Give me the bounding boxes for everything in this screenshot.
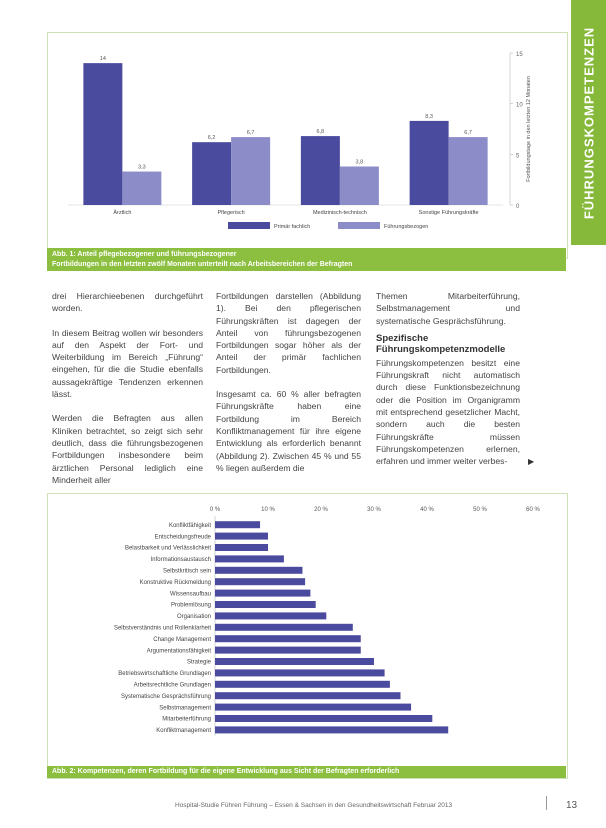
footer-separator	[546, 796, 547, 810]
section-side-tab	[571, 0, 606, 245]
legend-swatch	[228, 222, 270, 229]
x-tick-label: 20 %	[314, 507, 328, 513]
bar	[215, 624, 353, 631]
bar	[215, 726, 448, 733]
y-tick-label: 15	[516, 52, 523, 58]
category-label: Konfliktmanagement	[156, 728, 211, 735]
bar	[215, 669, 385, 676]
bar	[122, 172, 161, 205]
body-paragraph: Themen Mitarbeiterführung, Selbstmanagement und systematische Gesprächsführung.	[376, 291, 520, 326]
chart-1	[48, 33, 567, 258]
section-side-tab-label: FÜHRUNGSKOMPETENZEN	[581, 26, 596, 219]
body-column-3	[376, 290, 520, 468]
body-paragraph: Fortbildungen darstellen (Abbildung 1). Bei den pflegerischen Führungskräften ist dagegen der Anteil von führungsbezogenen Fortbildungen sogar höher als der Anteil der primär fachlichen Fortbildungen.	[216, 291, 361, 375]
category-label: Entscheidungsfreude	[154, 534, 211, 541]
bar-value-label: 14	[99, 56, 106, 63]
bar	[215, 635, 361, 642]
bar	[215, 612, 326, 619]
bar	[83, 63, 122, 205]
category-label: Systematische Gesprächsführung	[120, 693, 211, 700]
x-category-label: Ärztlich	[113, 210, 132, 216]
bar	[301, 136, 340, 205]
bar	[215, 578, 305, 585]
body-paragraph: Werden die Befragten aus allen Kliniken betrachtet, so zeigt sich sehr deutlich, dass die führungsbezogenen Fortbildungen insbesondere beim ärztlichen Personal lediglich eine Minderheit aller	[52, 413, 203, 485]
body-column-2	[216, 290, 361, 486]
bar-value-label: 6,7	[464, 130, 472, 137]
x-tick-label: 50 %	[473, 507, 487, 513]
legend-label: Führungsbezogen	[384, 224, 429, 230]
chart-1-frame	[47, 32, 568, 259]
category-label: Organisation	[176, 614, 211, 621]
body-column-1	[52, 290, 203, 498]
chart-2	[48, 494, 567, 766]
chart-1-caption	[47, 248, 566, 271]
category-label: Informationsaustausch	[150, 557, 211, 564]
bar	[449, 137, 488, 205]
bar-value-label: 3,3	[138, 164, 146, 171]
bar-value-label: 6,2	[207, 135, 216, 142]
category-label: Problemlösung	[170, 602, 211, 609]
bar	[215, 681, 390, 688]
category-label: Selbstverständnis und Rollenklarheit	[113, 625, 211, 632]
bar-value-label: 6,8	[316, 129, 325, 136]
x-category-label: Sonstige Führungskräfte	[418, 210, 479, 216]
bar	[215, 601, 316, 608]
body-paragraph: Insgesamt ca. 60 % aller befragten Führungskräfte haben eine Fortbildung im Bereich Konfliktmanagement für ihre eigene Entwicklung als erforderlich benannt (Abbildung 2). Zwischen 45 % und 55 % liegen außerdem die	[216, 389, 361, 473]
category-label: Belastbarkeit und Verlässlichkeit	[124, 545, 211, 552]
bar	[192, 142, 231, 205]
bar	[231, 137, 270, 205]
chart-1-caption-line2: Fortbildungen in den letzten zwölf Monaten unterteilt nach Arbeitsbereichen der Befragten	[52, 261, 353, 268]
category-label: Konstruktive Rückmeldung	[139, 579, 211, 586]
y-axis-label: Fortbildungstage in den letzten 12 Monaten	[526, 76, 532, 182]
y-tick-label: 0	[516, 204, 520, 210]
bar	[340, 166, 379, 205]
category-label: Selbstkritisch sein	[162, 568, 211, 575]
legend-label: Primär fachlich	[274, 224, 311, 230]
bar	[215, 533, 268, 540]
bar	[215, 658, 374, 665]
y-tick-label: 10	[516, 102, 523, 109]
category-label: Wissensaufbau	[169, 591, 211, 598]
chart-2-caption: Abb. 2: Kompetenzen, deren Fortbildung für die eigene Entwicklung aus Sicht der Befragten erforderlich	[47, 766, 566, 778]
body-paragraph	[376, 357, 520, 468]
bar	[215, 692, 401, 699]
x-tick-label: 60 %	[526, 507, 540, 513]
category-label: Mitarbeiterführung	[162, 716, 211, 723]
bar	[215, 590, 310, 597]
category-label: Change Management	[153, 636, 211, 643]
bar-value-label: 3,8	[355, 159, 364, 166]
x-category-label: Medizinisch-technisch	[312, 210, 367, 216]
bar	[215, 544, 268, 551]
page-number: 13	[566, 800, 578, 811]
section-heading: Spezifische Führungskompetenzmodelle	[376, 332, 506, 355]
bar	[215, 555, 284, 562]
category-label: Betriebswirtschaftliche Grundlagen	[118, 671, 211, 678]
bar-value-label: 6,7	[246, 130, 255, 137]
bar	[215, 521, 260, 528]
body-paragraph: drei Hierarchieebenen durchgeführt worden.	[52, 291, 203, 314]
bar	[215, 715, 432, 722]
category-label: Argumentationsfähigkeit	[146, 648, 211, 655]
category-label: Selbstmanagement	[159, 705, 211, 712]
x-tick-label: 10 %	[261, 507, 275, 513]
footer-citation: Hospital-Studie Führen Führung – Essen & Sachsen in den Gesundheitswirtschaft Februar 2013	[175, 802, 453, 809]
x-tick-label: 0 %	[209, 507, 221, 513]
chart-1-caption-line1: Abb. 1: Anteil pflegebezogener und führungsbezogener	[52, 251, 237, 258]
bar	[215, 647, 361, 654]
bar	[410, 121, 449, 205]
bar	[215, 704, 411, 711]
continue-arrow-icon: ▶	[528, 457, 535, 466]
body-paragraph-text: Führungskompetenzen besitzt eine Führungskraft nicht automatisch durch diese Funktionsbezeichnung oder die Position im Organigramm mit entsprechend gesetzlicher Macht, sondern auch die besten Führungskräfte müssen Führungskompetenzen erlernen, erfahren und immer weiter verbes-	[376, 357, 520, 467]
bar	[215, 567, 302, 574]
chart-2-frame	[47, 493, 568, 779]
x-category-label: Pflegerisch	[217, 210, 245, 216]
y-tick-label: 5	[516, 153, 520, 160]
bar-value-label: 8,3	[425, 113, 433, 120]
category-label: Konfliktfähigkeit	[168, 522, 211, 529]
category-label: Arbeitsrechtliche Grundlagen	[133, 682, 211, 689]
body-paragraph: In diesem Beitrag wollen wir besonders auf den Aspekt der Fort- und Weiterbildung im Bereich „Führung“ eingehen, für die die Studie ebenfalls aussagekräftige Tendenzen erkennen lässt.	[52, 327, 203, 400]
x-tick-label: 40 %	[420, 507, 434, 513]
legend-swatch	[338, 222, 380, 229]
x-tick-label: 30 %	[367, 507, 381, 513]
category-label: Strategie	[186, 659, 211, 666]
